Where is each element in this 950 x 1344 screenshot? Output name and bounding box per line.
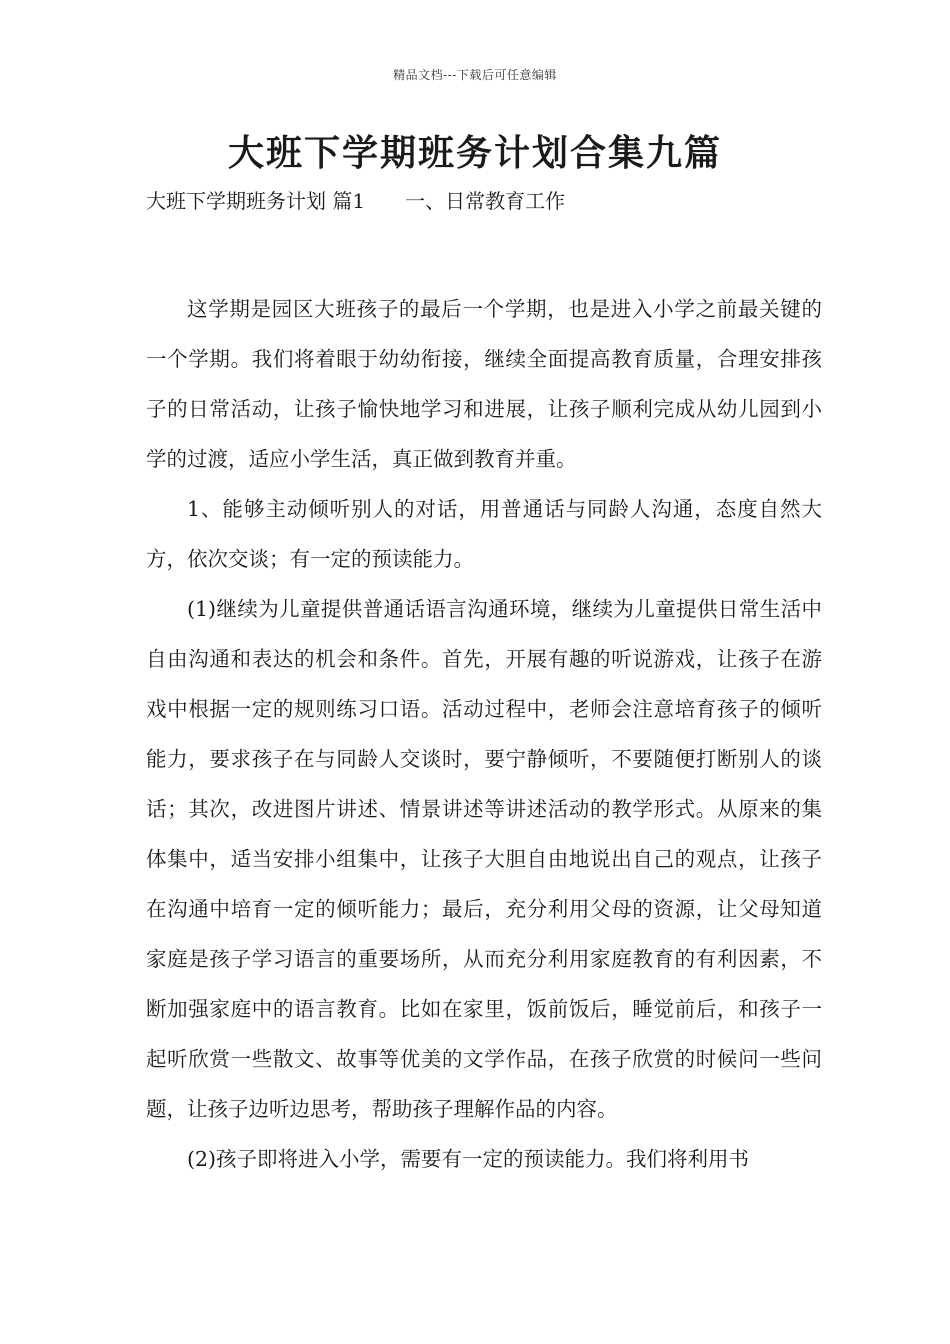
paragraph-goal-1: 1、能够主动倾听别人的对话，用普通话与同龄人沟通，态度自然大方，依次交谈；有一定的预读能力。 [146,497,822,571]
document-title: 大班下学期班务计划合集九篇 [227,132,722,174]
page-header: 精品文档---下载后可任意编辑 [393,68,557,82]
document-body [146,284,822,1184]
section-subtitle [146,186,826,216]
subtitle-chapter: 大班下学期班务计划 篇1 [146,189,366,213]
paragraph-measure-2: (2)孩子即将进入小学，需要有一定的预读能力。我们将利用书 [187,1147,750,1171]
subtitle-section-heading: 一、日常教育工作 [405,189,566,213]
paragraph-intro: 这学期是园区大班孩子的最后一个学期，也是进入小学之前最关键的一个学期。我们将着眼于幼幼衔接，继续全面提高教育质量，合理安排孩子的日常活动，让孩子愉快地学习和进展，让孩子顺利完成从幼儿园到小学的过渡，适应小学生活，真正做到教育并重。 [146,297,822,471]
paragraph-measure-1: (1)继续为儿童提供普通话语言沟通环境，继续为儿童提供日常生活中自由沟通和表达的机会和条件。首先，开展有趣的听说游戏，让孩子在游戏中根据一定的规则练习口语。活动过程中，老师会注意培育孩子的倾听能力，要求孩子在与同龄人交谈时，要宁静倾听，不要随便打断别人的谈话；其次，改进图片讲述、情景讲述等讲述活动的教学形式。从原来的集体集中，适当安排小组集中，让孩子大胆自由地说出自己的观点，让孩子在沟通中培育一定的倾听能力；最后，充分利用父母的资源，让父母知道家庭是孩子学习语言的重要场所，从而充分利用家庭教育的有利因素，不断加强家庭中的语言教育。比如在家里，饭前饭后，睡觉前后，和孩子一起听欣赏一些散文、故事等优美的文学作品，在孩子欣赏的时候问一些问题，让孩子边听边思考，帮助孩子理解作品的内容。 [146,597,822,1121]
